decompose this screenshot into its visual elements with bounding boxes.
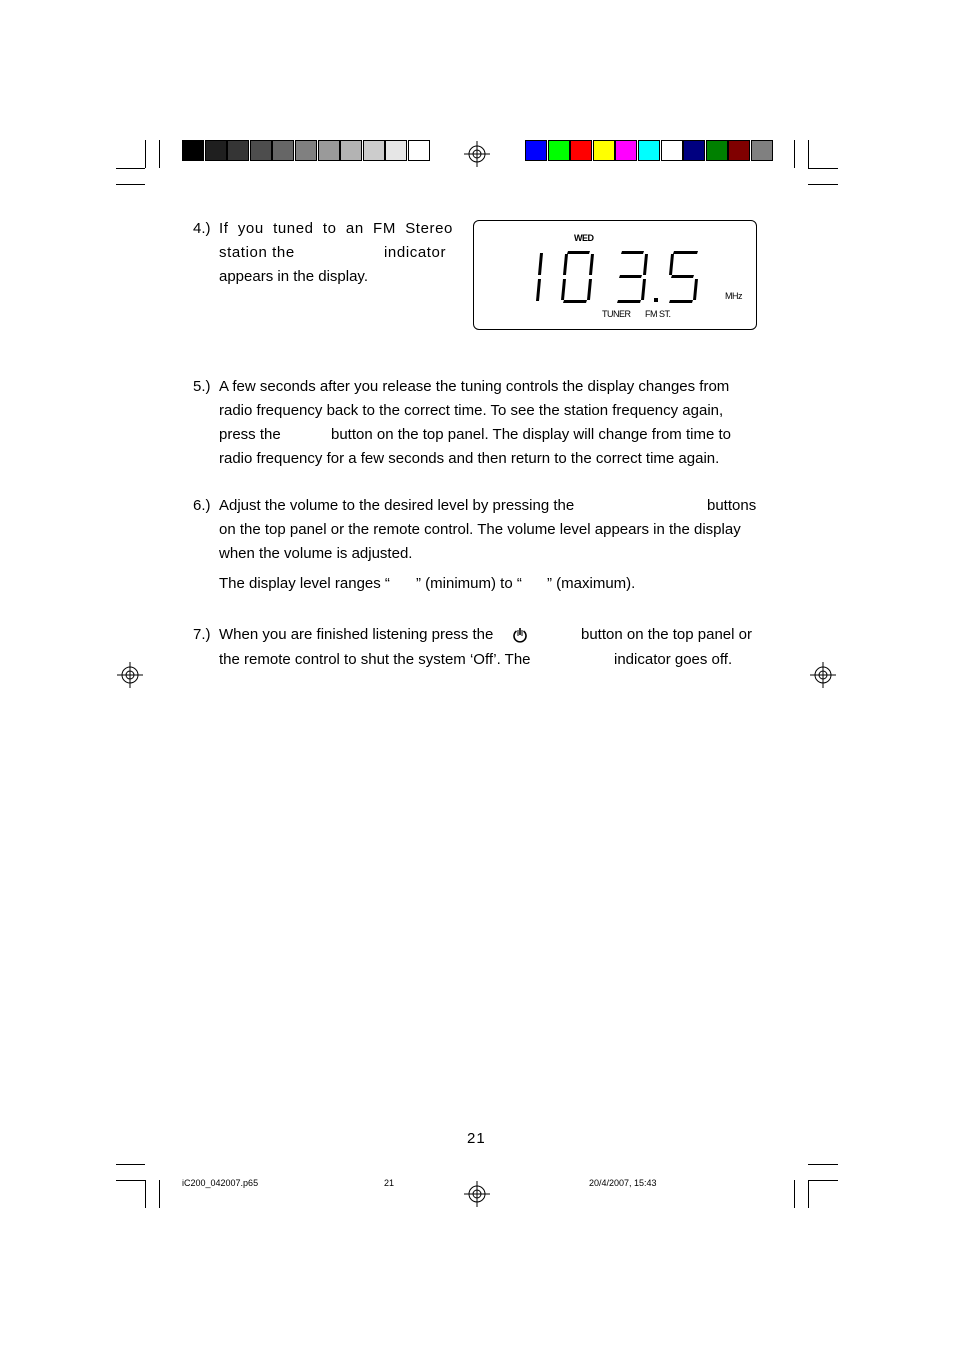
step-7-line-1a: When you are finished listening press the [219, 626, 494, 643]
step-7-line-1b: button on the top panel or [581, 626, 752, 643]
registration-mark-left-icon [117, 662, 143, 688]
color-bar-swatch [751, 140, 773, 161]
step-5-line-3a: press the [219, 426, 281, 443]
gray-bar-swatch [227, 140, 249, 161]
footer-datetime: 20/4/2007, 15:43 [589, 1178, 657, 1188]
color-bar-swatch [661, 140, 683, 161]
registration-mark-bottom-icon [464, 1181, 490, 1207]
gray-bar-swatch [385, 140, 407, 161]
step-6-line-2: on the top panel or the remote control. The volume level appears in the display [219, 521, 741, 538]
color-bar-swatch [706, 140, 728, 161]
lcd-day: WED [574, 233, 594, 243]
color-bar-swatch [638, 140, 660, 161]
color-bar-swatch [525, 140, 547, 161]
lcd-frequency-digits [530, 249, 710, 305]
gray-bar-swatch [408, 140, 430, 161]
gray-bar-swatch [340, 140, 362, 161]
page-number: 21 [467, 1130, 486, 1147]
step-5-line-4: radio frequency for a few seconds and then return to the correct time again. [219, 450, 720, 467]
step-7-line-2a: the remote control to shut the system ‘Off’. The [219, 651, 531, 668]
footer-page: 21 [384, 1178, 395, 1188]
color-bar-swatch [570, 140, 592, 161]
step-4-line-2-right: indicator [384, 244, 447, 261]
step-6-line-4b: ” (minimum) to “ [416, 575, 522, 592]
color-bar-swatch [728, 140, 750, 161]
gray-bar-swatch [295, 140, 317, 161]
step-4-number: 4.) [193, 220, 211, 237]
step-7-line-2b: indicator goes off. [614, 651, 733, 668]
gray-bar-swatch [272, 140, 294, 161]
step-5-line-1: A few seconds after you release the tuning controls the display changes from [219, 378, 730, 395]
step-5-line-3b: button on the top panel. The display will change from time to [331, 426, 731, 443]
step-5-number: 5.) [193, 378, 211, 395]
footer-file-name: iC200_042007.p65 [182, 1178, 259, 1188]
step-6-line-1a: Adjust the volume to the desired level by pressing the [219, 497, 575, 514]
power-icon [512, 627, 528, 643]
color-bar-swatch [683, 140, 705, 161]
step-4-line-2-left: station the [219, 244, 295, 261]
registration-mark-top-icon [464, 141, 490, 167]
step-6-line-4a: The display level ranges “ [219, 575, 390, 592]
step-6-line-1b: buttons [707, 497, 757, 514]
step-7-number: 7.) [193, 626, 211, 643]
lcd-display [473, 220, 757, 330]
step-6-line-4c: ” (maximum). [547, 575, 636, 592]
gray-bar-swatch [182, 140, 204, 161]
gray-bar-swatch [363, 140, 385, 161]
lcd-stereo-indicator: FM ST. [645, 309, 671, 319]
step-5-line-2: radio frequency back to the correct time. To see the station frequency again, [219, 402, 724, 419]
step-6-line-3: when the volume is adjusted. [219, 545, 413, 562]
step-4-line-1: If you tuned to an FM Stereo [219, 220, 453, 237]
gray-bar-swatch [205, 140, 227, 161]
registration-mark-right-icon [810, 662, 836, 688]
step-4-line-3: appears in the display. [219, 268, 368, 285]
color-bar-swatch [615, 140, 637, 161]
gray-bar-swatch [318, 140, 340, 161]
color-bar-swatch [548, 140, 570, 161]
lcd-mode: TUNER [602, 309, 631, 319]
gray-bar-swatch [250, 140, 272, 161]
color-bar-swatch [593, 140, 615, 161]
step-6-number: 6.) [193, 497, 211, 514]
lcd-unit: MHz [725, 291, 742, 301]
